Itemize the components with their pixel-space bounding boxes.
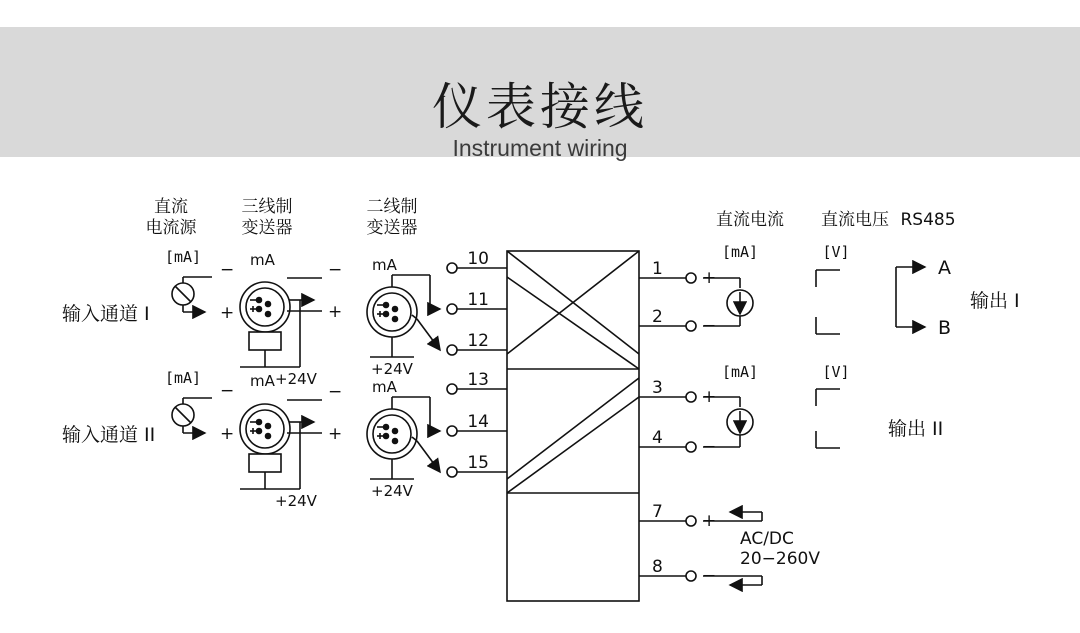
label-three-wire-line2: 变送器 [241, 218, 293, 238]
unit-V-out-2: [V] [822, 363, 850, 381]
sign-minus-3w-2: − [328, 382, 343, 402]
power-range: 20−260V [740, 549, 820, 569]
polarity-7: + [702, 511, 717, 531]
power-type: AC/DC [740, 529, 794, 549]
sign-plus-3w-2: + [328, 424, 343, 444]
terminal-label-13: 13 [467, 370, 489, 390]
terminal-dot-4 [686, 442, 696, 452]
label-output-2: 输出 II [888, 418, 944, 440]
terminal-dot-12 [447, 345, 457, 355]
sign-minus-source-1: − [220, 260, 235, 280]
rs485-a-label: A [938, 257, 951, 279]
terminal-label-15: 15 [467, 453, 489, 473]
label-dc-source-line1: 直流 [154, 197, 188, 217]
label-two-wire-line2: 变送器 [366, 218, 418, 238]
terminal-dot-1 [686, 273, 696, 283]
page-title-en: Instrument wiring [452, 135, 628, 161]
terminal-dot-13 [447, 384, 457, 394]
page-title-cn: 仪表接线 [432, 78, 648, 136]
terminal-label-8: 8 [652, 557, 663, 577]
terminal-label-3: 3 [652, 378, 663, 398]
unit-mA-source-2: [mA] [164, 369, 202, 387]
polarity-1: + [702, 268, 717, 288]
terminal-dot-2 [686, 321, 696, 331]
terminal-label-7: 7 [652, 502, 663, 522]
supply-24v-3w-2: +24V [275, 492, 317, 510]
terminal-label-11: 11 [467, 290, 489, 310]
terminal-label-10: 10 [467, 249, 489, 269]
sign-minus-source-2: − [220, 381, 235, 401]
header-banner [0, 27, 1080, 161]
terminal-label-12: 12 [467, 331, 489, 351]
polarity-2: − [702, 316, 717, 336]
terminal-label-4: 4 [652, 428, 663, 448]
terminal-label-14: 14 [467, 412, 489, 432]
sign-plus-source-1: + [220, 303, 235, 323]
terminal-dot-14 [447, 426, 457, 436]
unit-V-out-1: [V] [822, 243, 850, 261]
sign-plus-source-2: + [220, 424, 235, 444]
unit-mA-2w-2: mA [372, 378, 397, 396]
terminal-dot-10 [447, 263, 457, 273]
label-two-wire-line1: 二线制 [366, 197, 418, 217]
polarity-8: − [702, 566, 717, 586]
rs485-b-label: B [938, 317, 952, 339]
terminal-dot-8 [686, 571, 696, 581]
three-wire-transmitter-1 [240, 282, 290, 332]
unit-mA-2w-1: mA [372, 256, 397, 274]
polarity-3: + [702, 387, 717, 407]
supply-24v-2w-1: +24V [371, 360, 413, 378]
terminal-dot-15 [447, 467, 457, 477]
unit-mA-out-1: [mA] [721, 243, 759, 261]
unit-mA-out-2: [mA] [721, 363, 759, 381]
supply-24v-2w-2: +24V [371, 482, 413, 500]
polarity-4: − [702, 437, 717, 457]
label-dc-voltage-out: 直流电压 [821, 210, 889, 230]
sign-plus-3w-1: + [328, 302, 343, 322]
three-wire-transmitter-2 [240, 404, 290, 454]
unit-mA-3w-1: mA [250, 251, 275, 269]
label-three-wire-line1: 三线制 [241, 197, 293, 217]
terminal-label-2: 2 [652, 307, 663, 327]
terminal-label-1: 1 [652, 259, 663, 279]
terminal-dot-7 [686, 516, 696, 526]
two-wire-transmitter-2 [367, 409, 417, 459]
terminal-dot-3 [686, 392, 696, 402]
label-input-channel-1: 输入通道 I [62, 303, 150, 325]
supply-24v-3w-1: +24V [275, 370, 317, 388]
label-input-channel-2: 输入通道 II [62, 424, 156, 446]
label-output-1: 输出 I [970, 290, 1020, 312]
label-dc-current-out: 直流电流 [716, 210, 784, 230]
label-rs485: RS485 [900, 210, 956, 230]
label-dc-source-line2: 电流源 [145, 218, 197, 238]
unit-mA-source-1: [mA] [164, 248, 202, 266]
terminal-dot-11 [447, 304, 457, 314]
unit-mA-3w-2: mA [250, 372, 275, 390]
sign-minus-3w-1: − [328, 260, 343, 280]
wiring-diagram [0, 157, 1080, 633]
two-wire-transmitter-1 [367, 287, 417, 337]
